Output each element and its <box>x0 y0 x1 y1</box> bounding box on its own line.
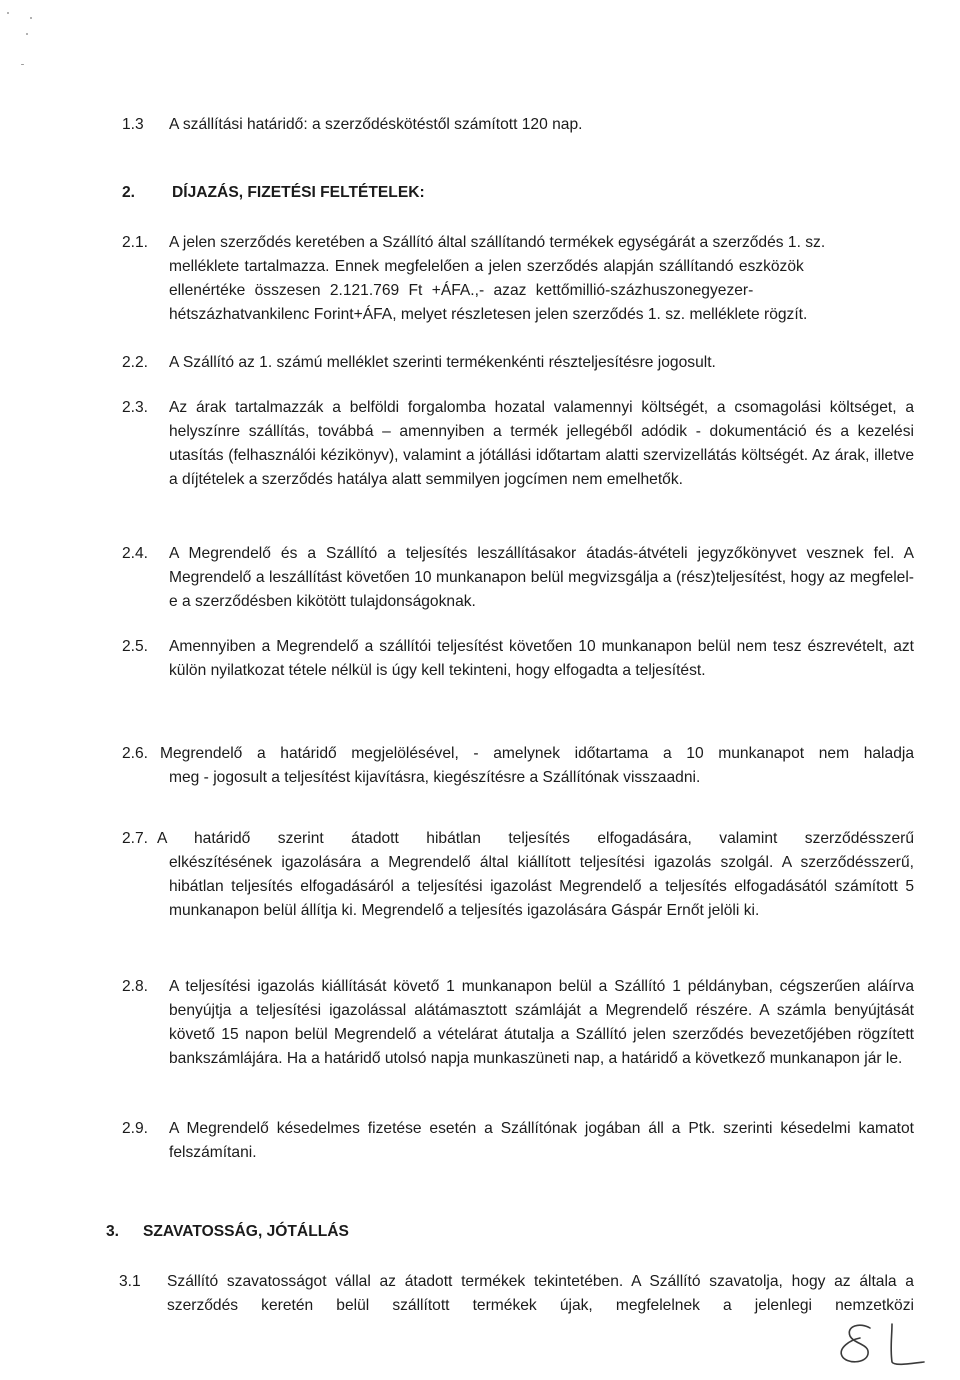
section-2-1-line: A jelen szerződés keretében a Szállító által szállítandó termékek egységárát a szerződés 1. sz. <box>169 234 826 251</box>
section-number: 2.4. <box>122 545 149 562</box>
section-2-1-line: melléklete tartalmazza. Ennek megfelelően a jelen szerződés alapján szállítandó eszközök <box>169 258 804 275</box>
section-2-heading: DÍJAZÁS, FIZETÉSI FELTÉTELEK: <box>172 184 425 201</box>
section-2-2-text: A Szállító az 1. számú melléklet szerinti termékenkénti részteljesítésre jogosult. <box>169 354 716 371</box>
section-number: 2.6. <box>122 745 149 762</box>
section-number: 2. <box>122 184 136 201</box>
section-2-9-text: A Megrendelő késedelmes fizetése esetén a Szállítónak jogában áll a Ptk. szerinti késedelmi kamatot felszámítani. <box>169 1120 914 1161</box>
section-number: 2.2. <box>122 354 149 371</box>
section-number: 3.1 <box>119 1273 141 1290</box>
section-2-1-line: ellenértéke összesen 2.121.769 Ft +ÁFA.,- azaz kettőmillió-százhuszonegyezer- <box>169 282 754 299</box>
section-number: 2.7. <box>122 830 149 847</box>
section-2-7-text: elkészítésének igazolására a Megrendelő által kiállított teljesítési igazolás szolgál. A szerződésszerű, hibátlan teljesítés elfogadásáról a teljesítési igazolást Megrendelő a teljesítés elfogadásától számított 5 munkanapon belül állítja ki. Megrendelő a teljesítés igazolására Gáspár Ernőt jelöli ki. <box>169 854 914 919</box>
section-2-8-text: A teljesítési igazolás kiállítását követő 1 munkanapon belül a Szállító 1 példányban, cégszerűen aláírva benyújtja a teljesítési igazolással alátámasztott számláját a Megrendelő részére. A számla benyújtását követő 15 napon belül Megrendelő a vételárat átutalja a Szállító jelen szerződés bevezetőjében rögzített bankszámlájára. Ha a határidő utolsó napja munkaszüneti nap, a határidő a következő munkanapon jár le. <box>169 978 914 1067</box>
section-2-7-first-line: A határidő szerint átadott hibátlan teljesítés elfogadására, valamint szerződésszerű <box>157 830 914 847</box>
section-number: 3. <box>106 1223 120 1240</box>
section-2-1-line: hétszázhatvankilenc Forint+ÁFA, melyet részletesen jelen szerződés 1. sz. melléklete rögzít. <box>169 306 808 323</box>
section-2-6-first-line: Megrendelő a határidő megjelölésével, - amelynek időtartama a 10 munkanapot nem haladja <box>160 745 914 762</box>
section-number: 2.3. <box>122 399 149 416</box>
section-3-heading: SZAVATOSSÁG, JÓTÁLLÁS <box>143 1223 349 1240</box>
section-2-5-text: Amennyiben a Megrendelő a szállítói teljesítést követően 10 munkanapon belül nem tesz észrevételt, azt külön nyilatkozat tétele nélkül is úgy kell tekinteni, hogy elfogadta a teljesítést. <box>169 638 914 679</box>
scan-speck <box>26 33 28 35</box>
signature-initials <box>836 1318 928 1370</box>
section-number: 2.5. <box>122 638 149 655</box>
section-1-3-text: A szállítási határidő: a szerződéskötéstől számított 120 nap. <box>169 116 583 133</box>
section-number: 2.8. <box>122 978 149 995</box>
section-2-4-text: A Megrendelő és a Szállító a teljesítés leszállításakor átadás-átvételi jegyzőkönyvet vesznek fel. A Megrendelő a leszállítást követően 10 munkanapon belül megvizsgálja a (rész)teljesítést, hogy az megfelel-e a szerződésben kikötött tulajdonságoknak. <box>169 545 914 610</box>
section-number: 2.1. <box>122 234 149 251</box>
scan-speck <box>7 12 9 14</box>
section-3-1-text: Szállító szavatosságot vállal az átadott termékek tekintetében. A Szállító szavatolja, hogy az általa a szerződés keretén belül szállított termékek újak, megfelelnek a jelenlegi nemzetközi <box>167 1273 914 1314</box>
scan-speck <box>30 17 32 19</box>
section-2-6-text: meg - jogosult a teljesítést kijavításra, kiegészítésre a Szállítónak visszaadni. <box>169 769 701 786</box>
section-2-3-text: Az árak tartalmazzák a belföldi forgalomba hozatal valamennyi költségét, a csomagolási költséget, a helyszínre szállítás, továbbá – amennyiben a termék jellegéből adódik - dokumentáció és a kezelési utasítás (felhasználói kézikönyv), valamint a jótállási időtartam alatti szervizellátás költségét. Az árak, illetve a díjtételek a szerződés hatálya alatt semmilyen jogcímen nem emelhetők. <box>169 399 914 488</box>
scan-speck <box>21 64 24 65</box>
section-number: 2.9. <box>122 1120 149 1137</box>
section-number: 1.3 <box>122 116 144 133</box>
